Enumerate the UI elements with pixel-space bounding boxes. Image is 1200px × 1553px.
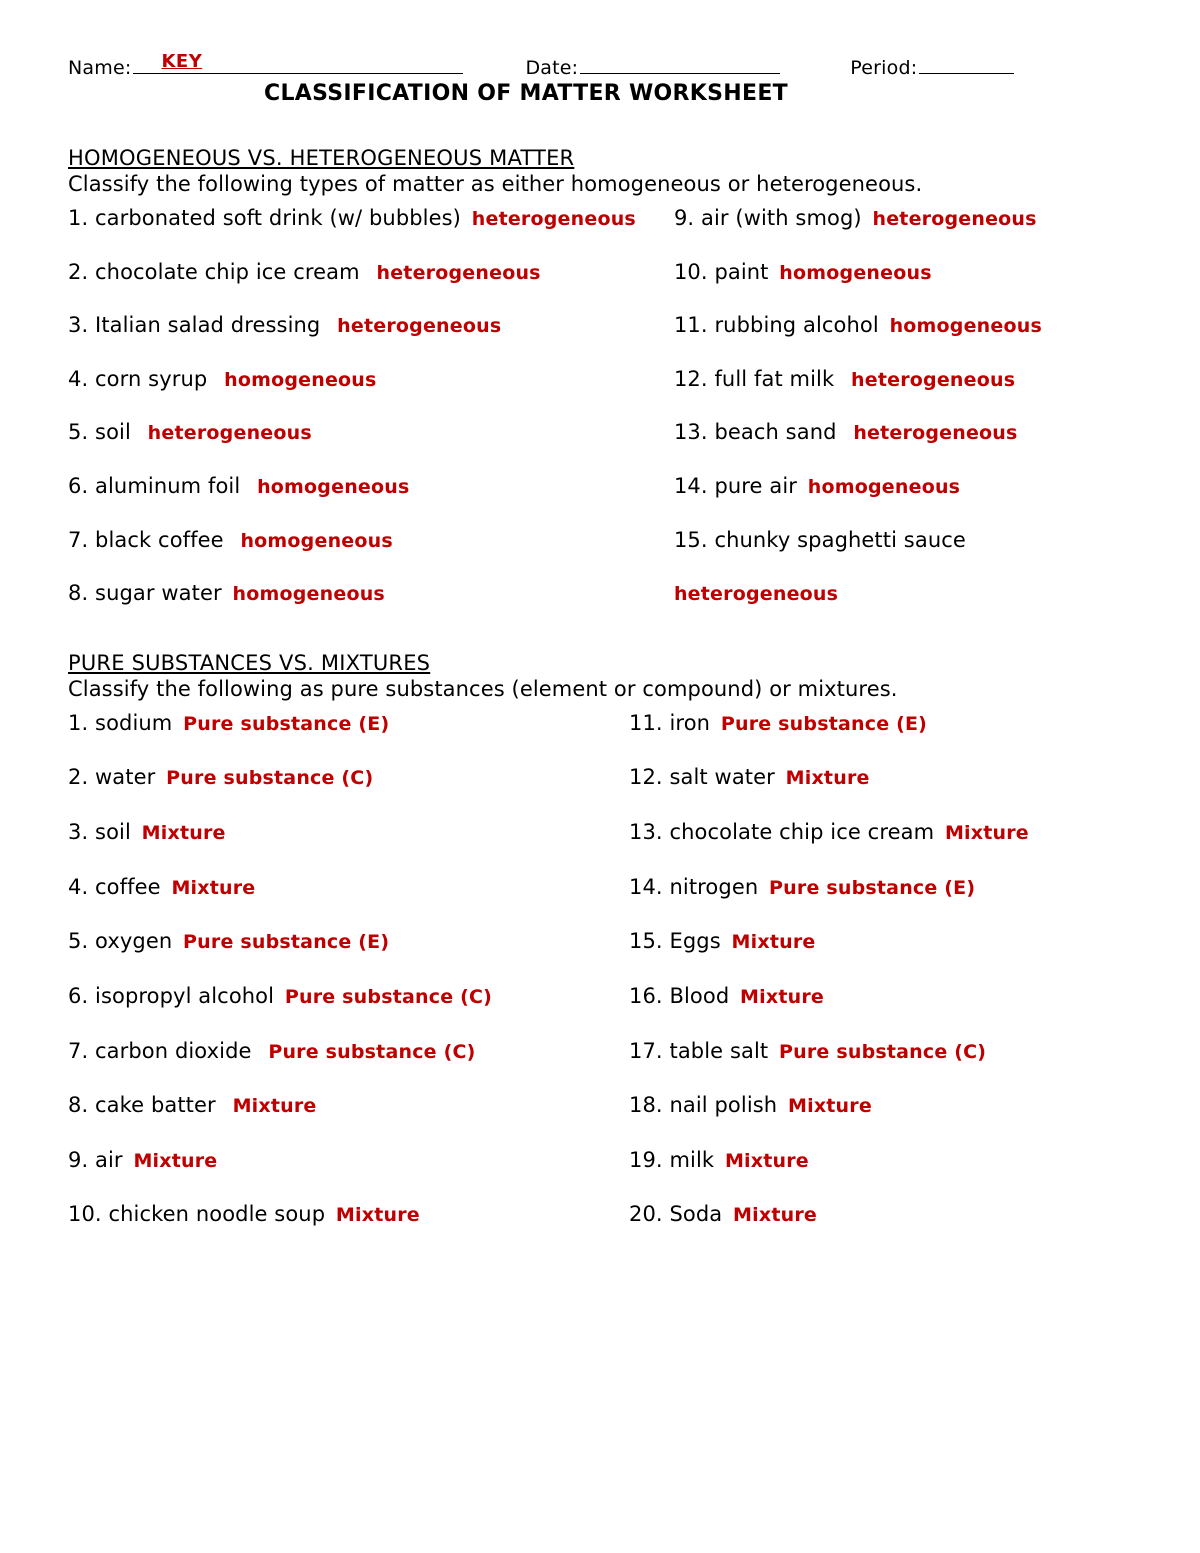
item-text: carbonated soft drink (w/ bubbles) bbox=[95, 206, 461, 230]
item-text: air (with smog) bbox=[700, 206, 862, 230]
item-number: 3. bbox=[68, 313, 89, 338]
item-number: 1. bbox=[68, 710, 89, 735]
item-text: black coffee bbox=[95, 527, 224, 552]
item-answer[interactable]: Mixture bbox=[733, 1204, 817, 1227]
item-answer[interactable]: homogeneous bbox=[889, 315, 1042, 338]
item-text: nitrogen bbox=[669, 874, 759, 899]
item-text: nail polish bbox=[669, 1093, 778, 1118]
item-number: 10. bbox=[673, 259, 708, 284]
section-2-left-column bbox=[68, 711, 601, 1257]
item-answer[interactable]: Pure substance (E) bbox=[183, 712, 390, 735]
list-item bbox=[68, 820, 591, 846]
item-text: Blood bbox=[669, 983, 730, 1008]
worksheet-header bbox=[68, 51, 1134, 79]
item-number: 19. bbox=[629, 1147, 663, 1172]
item-text: aluminum foil bbox=[95, 474, 241, 499]
item-number: 3. bbox=[68, 820, 89, 845]
list-item bbox=[68, 206, 636, 232]
item-answer[interactable]: Mixture bbox=[740, 985, 824, 1008]
list-item bbox=[68, 1039, 591, 1065]
section-2-right-column bbox=[601, 711, 1134, 1257]
list-item bbox=[629, 820, 1134, 846]
section-homogeneous-vs-heterogeneous bbox=[68, 146, 1134, 635]
section-1-heading: HOMOGENEOUS VS. HETEROGENEOUS MATTER bbox=[68, 146, 575, 170]
item-answer[interactable]: Mixture bbox=[232, 1095, 317, 1118]
item-answer[interactable]: Mixture bbox=[335, 1204, 420, 1227]
item-number: 11. bbox=[673, 313, 708, 338]
item-answer[interactable]: heterogeneous bbox=[471, 208, 636, 230]
item-number: 14. bbox=[673, 474, 708, 499]
item-number: 5. bbox=[68, 929, 89, 954]
item-text: coffee bbox=[95, 874, 161, 899]
period-field[interactable] bbox=[919, 56, 1014, 74]
item-answer[interactable]: homogeneous bbox=[224, 368, 377, 391]
list-item bbox=[68, 260, 636, 286]
section-1-left-column bbox=[68, 206, 646, 635]
item-answer[interactable]: Pure substance (E) bbox=[183, 931, 390, 954]
item-text: beach sand bbox=[714, 420, 837, 445]
item-answer[interactable]: heterogeneous bbox=[853, 422, 1018, 445]
item-answer[interactable]: Mixture bbox=[724, 1149, 809, 1172]
name-label: Name: bbox=[68, 57, 132, 79]
item-text: water bbox=[95, 765, 156, 790]
item-answer[interactable]: Pure substance (C) bbox=[268, 1040, 476, 1063]
item-number: 7. bbox=[68, 527, 89, 552]
item-answer[interactable]: Pure substance (C) bbox=[779, 1040, 987, 1063]
list-item bbox=[674, 474, 1179, 500]
item-number: 9. bbox=[673, 206, 695, 230]
list-item bbox=[68, 875, 591, 901]
item-text: Italian salad dressing bbox=[95, 313, 321, 338]
section-2-instructions: Classify the following as pure substances (element or compound) or mixtures. bbox=[68, 676, 898, 701]
item-number: 12. bbox=[673, 366, 708, 391]
section-pure-substances-vs-mixtures bbox=[68, 651, 1134, 1257]
list-item bbox=[68, 1093, 591, 1119]
page-title: CLASSIFICATION OF MATTER WORKSHEET bbox=[264, 81, 788, 106]
item-text: milk bbox=[669, 1147, 715, 1172]
list-item bbox=[629, 765, 1134, 791]
item-text: sodium bbox=[95, 710, 173, 735]
item-answer[interactable]: homogeneous bbox=[232, 583, 385, 606]
name-field[interactable] bbox=[133, 51, 463, 74]
item-text: paint bbox=[714, 259, 769, 284]
item-text: chicken noodle soup bbox=[108, 1202, 326, 1227]
item-text: soil bbox=[95, 420, 131, 445]
item-text: salt water bbox=[669, 765, 775, 790]
item-answer[interactable]: Mixture bbox=[171, 876, 256, 899]
item-text: air bbox=[95, 1147, 123, 1172]
item-text: Eggs bbox=[669, 929, 721, 954]
item-number: 13. bbox=[629, 820, 663, 845]
item-answer[interactable]: Mixture bbox=[944, 822, 1029, 845]
item-text: carbon dioxide bbox=[95, 1038, 252, 1063]
item-answer[interactable]: heterogeneous bbox=[376, 261, 541, 284]
item-answer[interactable]: Mixture bbox=[788, 1095, 872, 1118]
item-answer[interactable]: Mixture bbox=[133, 1149, 218, 1172]
list-item bbox=[674, 528, 1179, 554]
item-number: 15. bbox=[629, 929, 663, 954]
item-number: 18. bbox=[629, 1093, 663, 1118]
item-text: Soda bbox=[669, 1202, 723, 1227]
item-answer[interactable]: Pure substance (C) bbox=[166, 767, 374, 790]
item-answer[interactable]: heterogeneous bbox=[872, 208, 1037, 230]
item-number: 20. bbox=[629, 1202, 663, 1227]
item-answer[interactable]: Mixture bbox=[785, 767, 870, 790]
list-item bbox=[68, 474, 636, 500]
list-item bbox=[629, 711, 1134, 737]
list-item bbox=[68, 313, 636, 339]
item-number: 16. bbox=[629, 983, 663, 1008]
list-item bbox=[629, 929, 1134, 955]
section-2-columns bbox=[68, 711, 1134, 1257]
list-item bbox=[68, 929, 591, 955]
item-text: iron bbox=[669, 710, 711, 735]
item-text: chocolate chip ice cream bbox=[669, 820, 935, 845]
list-item bbox=[68, 420, 636, 446]
item-text: corn syrup bbox=[95, 366, 208, 391]
list-item bbox=[68, 581, 636, 607]
list-item bbox=[674, 313, 1179, 339]
item-number: 2. bbox=[68, 765, 89, 790]
item-answer[interactable]: homogeneous bbox=[779, 261, 932, 284]
item-answer[interactable]: heterogeneous bbox=[851, 368, 1016, 391]
date-field[interactable] bbox=[580, 56, 780, 74]
list-item bbox=[629, 984, 1134, 1010]
list-item bbox=[674, 206, 1179, 232]
list-item bbox=[68, 984, 591, 1010]
item-answer[interactable]: homogeneous bbox=[257, 476, 410, 499]
item-number: 11. bbox=[629, 710, 663, 735]
item-answer[interactable]: homogeneous bbox=[240, 529, 393, 552]
item-number: 6. bbox=[68, 983, 89, 1008]
list-item bbox=[629, 1148, 1134, 1174]
list-item bbox=[68, 528, 636, 554]
list-item bbox=[68, 1148, 591, 1174]
date-label: Date: bbox=[525, 57, 579, 79]
list-item bbox=[629, 875, 1134, 901]
item-number: 15. bbox=[673, 527, 708, 552]
item-text: table salt bbox=[669, 1038, 769, 1063]
item-number: 17. bbox=[629, 1038, 663, 1063]
section-1-instructions: Classify the following types of matter as either homogeneous or heterogeneous. bbox=[68, 172, 923, 196]
item-number: 5. bbox=[68, 420, 89, 445]
item-number: 13. bbox=[673, 420, 708, 445]
item-number: 6. bbox=[68, 474, 89, 499]
item-number: 4. bbox=[68, 366, 89, 391]
item-number: 14. bbox=[629, 874, 663, 899]
list-item bbox=[674, 260, 1179, 286]
list-item bbox=[629, 1202, 1134, 1228]
item-number: 2. bbox=[68, 259, 89, 284]
item-text: sugar water bbox=[95, 581, 222, 606]
section-2-heading: PURE SUBSTANCES VS. MIXTURES bbox=[68, 650, 431, 675]
list-item bbox=[68, 367, 636, 393]
item-number: 12. bbox=[629, 765, 663, 790]
section-1-right-column bbox=[646, 206, 1179, 635]
item-text: pure air bbox=[714, 474, 797, 499]
item-text: full fat milk bbox=[714, 366, 835, 391]
item-number: 7. bbox=[68, 1038, 89, 1063]
item-text: soil bbox=[95, 820, 131, 845]
list-item bbox=[68, 1202, 591, 1228]
item-answer[interactable]: heterogeneous bbox=[147, 422, 312, 445]
list-item bbox=[629, 1093, 1134, 1119]
list-item bbox=[674, 420, 1179, 446]
item-text: chocolate chip ice cream bbox=[95, 259, 360, 284]
item-number: 8. bbox=[68, 581, 89, 606]
item-text: chunky spaghetti sauce bbox=[714, 527, 966, 552]
list-item bbox=[68, 765, 591, 791]
item-text: isopropyl alcohol bbox=[95, 983, 275, 1008]
list-item bbox=[674, 367, 1179, 393]
item-number: 10. bbox=[68, 1202, 102, 1227]
item-answer[interactable]: homogeneous bbox=[807, 476, 961, 499]
item-answer[interactable]: Mixture bbox=[731, 931, 816, 954]
list-item bbox=[68, 711, 591, 737]
list-item-answer-continuation bbox=[674, 581, 1179, 607]
item-answer[interactable]: heterogeneous bbox=[337, 315, 502, 338]
item-number: 8. bbox=[68, 1093, 89, 1118]
name-value: KEY bbox=[161, 51, 203, 72]
item-answer[interactable]: Pure substance (E) bbox=[720, 712, 928, 735]
period-label: Period: bbox=[850, 57, 918, 79]
item-answer[interactable]: Mixture bbox=[141, 822, 226, 845]
section-1-columns bbox=[68, 206, 1134, 635]
item-number: 1. bbox=[68, 206, 89, 230]
item-answer[interactable]: heterogeneous bbox=[673, 583, 839, 606]
item-number: 9. bbox=[68, 1147, 89, 1172]
item-text: oxygen bbox=[95, 929, 173, 954]
item-answer[interactable]: Pure substance (C) bbox=[284, 985, 493, 1008]
item-text: rubbing alcohol bbox=[714, 313, 879, 338]
list-item bbox=[629, 1039, 1134, 1065]
item-number: 4. bbox=[68, 874, 89, 899]
item-answer[interactable]: Pure substance (E) bbox=[769, 876, 976, 899]
item-text: cake batter bbox=[95, 1093, 216, 1118]
